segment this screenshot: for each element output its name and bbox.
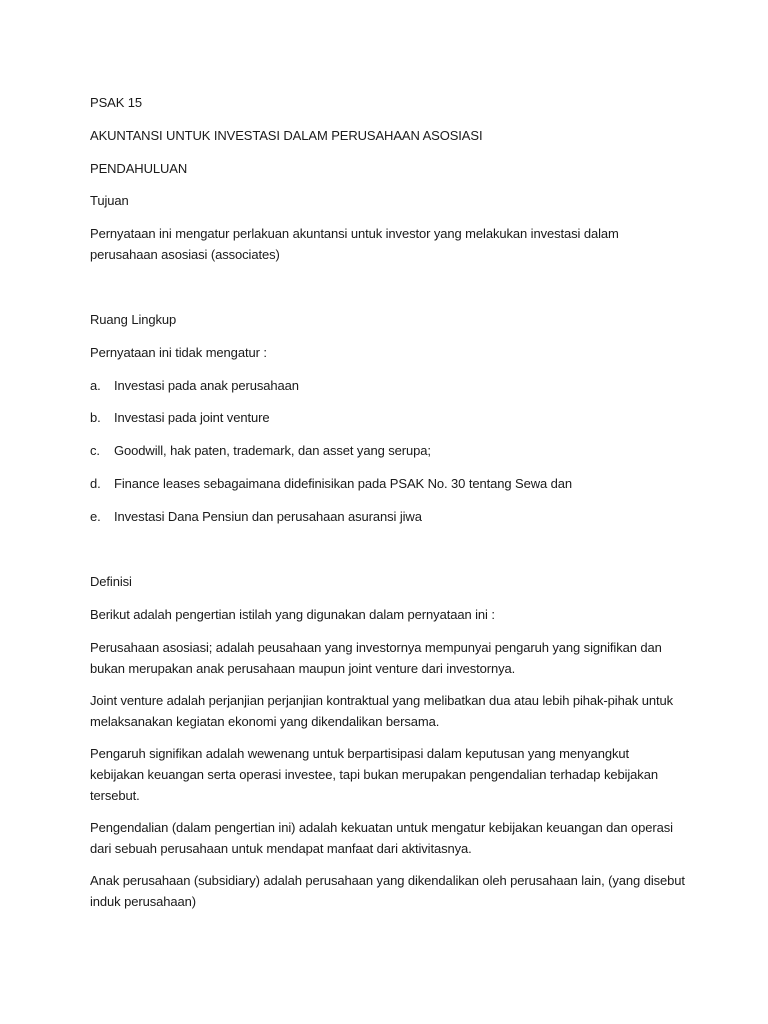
- definisi-paragraph-2-line-1: Joint venture adalah perjanjian perjanjian kontraktual yang melibatkan dua atau lebih pihak-pihak untuk: [90, 693, 674, 708]
- doc-code: PSAK 15: [90, 95, 143, 110]
- definisi-paragraph-5-line-2: induk perusahaan): [90, 894, 196, 909]
- tujuan-heading: Tujuan: [90, 193, 129, 208]
- definisi-paragraph-1-line-1: Perusahaan asosiasi; adalah peusahaan yang investornya mempunyai pengaruh yang signifikan dan: [90, 640, 662, 655]
- section-intro-heading: PENDAHULUAN: [90, 161, 188, 176]
- definisi-paragraph-5-line-1: Anak perusahaan (subsidiary) adalah perusahaan yang dikendalikan oleh perusahaan lain, (yang disebut: [90, 873, 685, 888]
- definisi-paragraph-3-line-1: Pengaruh signifikan adalah wewenang untuk berpartisipasi dalam keputusan yang menyangkut: [90, 746, 630, 761]
- list-item-label: c.: [90, 443, 100, 458]
- list-item-text: Investasi pada joint venture: [114, 410, 270, 425]
- definisi-paragraph-4-line-2: dari sebuah perusahaan untuk mendapat manfaat dari aktivitasnya.: [90, 841, 472, 856]
- tujuan-line-1: Pernyataan ini mengatur perlakuan akuntansi untuk investor yang melakukan investasi dalam: [90, 226, 619, 241]
- list-item: [90, 408, 269, 428]
- doc-title: AKUNTANSI UNTUK INVESTASI DALAM PERUSAHAAN ASOSIASI: [90, 128, 483, 143]
- list-item: [90, 507, 422, 527]
- definisi-paragraph-2-line-2: melaksanakan kegiatan ekonomi yang dikendalikan bersama.: [90, 714, 440, 729]
- definisi-heading: Definisi: [90, 574, 132, 589]
- definisi-paragraph-3-line-2: kebijakan keuangan serta operasi investee, tapi bukan merupakan pengendalian terhadap kebijakan: [90, 767, 658, 782]
- definisi-paragraph-1-line-2: bukan merupakan anak perusahaan maupun joint venture dari investornya.: [90, 661, 516, 676]
- definisi-paragraph-4-line-1: Pengendalian (dalam pengertian ini) adalah kekuatan untuk mengatur kebijakan keuangan dan operasi: [90, 820, 673, 835]
- list-item-label: a.: [90, 378, 101, 393]
- list-item: [90, 474, 572, 494]
- ruang-lingkup-heading: Ruang Lingkup: [90, 312, 177, 327]
- list-item-text: Finance leases sebagaimana didefinisikan pada PSAK No. 30 tentang Sewa dan: [114, 476, 573, 491]
- list-item-label: d.: [90, 476, 101, 491]
- list-item-label: e.: [90, 509, 101, 524]
- definisi-paragraph-3-line-3: tersebut.: [90, 788, 140, 803]
- tujuan-line-2: perusahaan asosiasi (associates): [90, 247, 280, 262]
- list-item: [90, 376, 299, 396]
- list-item-text: Investasi pada anak perusahaan: [114, 378, 299, 393]
- list-item-label: b.: [90, 410, 101, 425]
- list-item-text: Investasi Dana Pensiun dan perusahaan asuransi jiwa: [114, 509, 422, 524]
- list-item-text: Goodwill, hak paten, trademark, dan asset yang serupa;: [114, 443, 431, 458]
- ruang-lingkup-lead: Pernyataan ini tidak mengatur :: [90, 345, 267, 360]
- definisi-lead: Berikut adalah pengertian istilah yang digunakan dalam pernyataan ini :: [90, 607, 495, 622]
- list-item: [90, 441, 431, 461]
